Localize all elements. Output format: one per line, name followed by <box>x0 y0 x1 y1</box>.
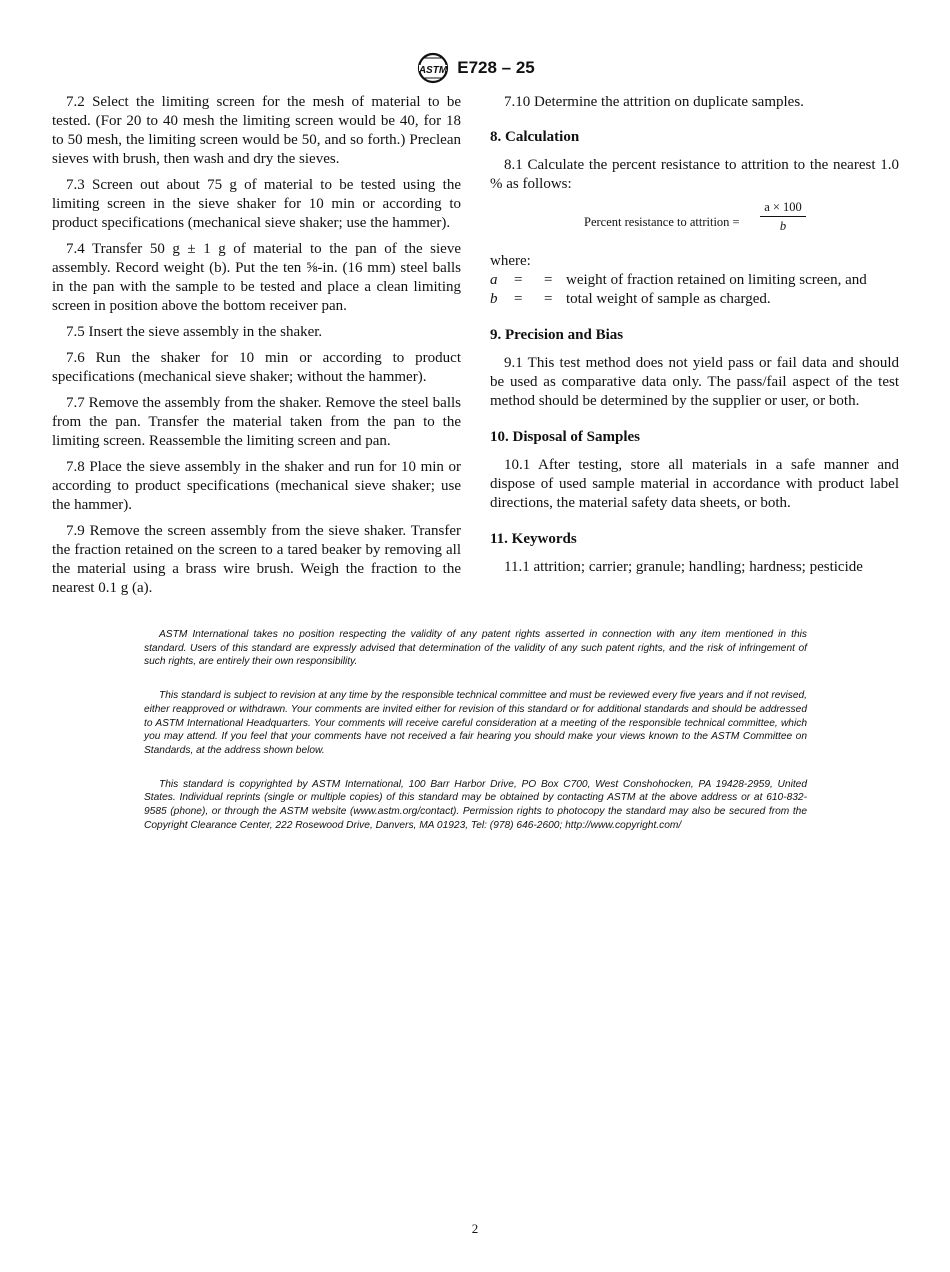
section-heading-disposal: 10. Disposal of Samples <box>490 429 641 445</box>
section-heading-keywords: 11. Keywords <box>490 531 577 547</box>
paragraph-7-8: 7.8 Place the sieve assembly in the shaker and run for 10 min or according to product specifications (mechanical sieve shaker; use the hammer). <box>52 459 461 513</box>
section-heading-calculation: 8. Calculation <box>490 129 580 145</box>
definition-equals: = <box>544 272 553 288</box>
paragraph-7-10: 7.10 Determine the attrition on duplicate samples. <box>504 94 804 110</box>
definition-variable: b <box>490 291 498 307</box>
paragraph-7-9: 7.9 Remove the screen assembly from the sieve shaker. Transfer the fraction retained on the screen to a tared beaker by removing all the material using a brass wire brush. Weigh the fraction to the nearest 0.1 g (a). <box>52 523 461 596</box>
paragraph-10-1: 10.1 After testing, store all materials in a safe manner and dispose of used sample material in accordance with product label directions, the material safety data sheets, or both. <box>490 457 899 511</box>
paragraph-7-5: 7.5 Insert the sieve assembly in the shaker. <box>66 324 323 340</box>
astm-logo-icon <box>415 52 451 84</box>
definition-text: weight of fraction retained on limiting screen, and <box>566 272 867 288</box>
definition-equals: = <box>544 291 553 307</box>
left-column <box>52 93 461 605</box>
definition-row <box>490 290 899 309</box>
formula-denominator: b <box>779 219 787 233</box>
definition-equals: = <box>514 272 523 288</box>
svg-text:ASTM: ASTM <box>419 65 448 76</box>
page-number: 2 <box>471 1221 479 1236</box>
paragraph-9-1: 9.1 This test method does not yield pass or fail data and should be used as comparative data only. The pass/fail aspect of the test method should be determined by the supplier or user, or both. <box>490 355 899 409</box>
paragraph-7-3: 7.3 Screen out about 75 g of material to be tested using the limiting screen in the sieve shaker for 10 min or according to product specifications (mechanical sieve shaker; use the hammer). <box>52 177 461 231</box>
formula-fraction <box>760 200 806 234</box>
paragraph-7-6: 7.6 Run the shaker for 10 min or according to product specifications (mechanical sieve shaker; without the hammer). <box>52 350 461 385</box>
definition-text: total weight of sample as charged. <box>566 291 771 307</box>
paragraph-7-7: 7.7 Remove the assembly from the shaker. Remove the steel balls from the pan. Transfer the material taken from the pan to the limiting screen. Reassemble the limiting screen and pan. <box>52 395 461 449</box>
attrition-formula <box>490 200 899 240</box>
copyright-notice: This standard is copyrighted by ASTM International, 100 Barr Harbor Drive, PO Box C700, West Conshohocken, PA 19428-2959, United States. Individual reprints (single or multiple copies) of this standard may be obtained by contacting ASTM at the above address or at 610-832-9585 (phone), or through the ASTM website (www.astm.org/contact). Permission rights to photocopy the standard may also be secured from the Copyright Clearance Center, 222 Rosewood Drive, Danvers, MA 01923, Tel: (978) 646-2600; http://www.copyright.com/ <box>144 778 807 831</box>
paragraph-8-1: 8.1 Calculate the percent resistance to attrition to the nearest 1.0 % as follows: <box>490 157 899 192</box>
where-label: where: <box>490 253 531 269</box>
definition-row <box>490 271 899 290</box>
right-column <box>490 93 899 584</box>
page-header <box>0 52 950 84</box>
revision-notice: This standard is subject to revision at any time by the responsible technical committee and must be reviewed every five years and if not revised, either reapproved or withdrawn. Your comments are invited either for revision of this standard or for additional standards and should be addressed to ASTM International Headquarters. Your comments will receive careful consideration at a meeting of the responsible technical committee, which you may attend. If you feel that your comments have not received a fair hearing you should make your views known to the ASTM Committee on Standards, at the address shown below. <box>144 690 807 756</box>
paragraph-7-2: 7.2 Select the limiting screen for the mesh of material to be tested. (For 20 to 40 mesh the limiting screen would be 40, for 18 to 50 mesh, the limiting screen would be 50, and so forth.) Preclean sieves with brush, then wash and dry the sieves. <box>52 94 461 167</box>
standard-designation: E728 – 25 <box>457 58 535 77</box>
definition-variable: a <box>490 272 498 288</box>
paragraph-7-4: 7.4 Transfer 50 g ± 1 g of material to the pan of the sieve assembly. Record weight (b). Put the ten ⅝-in. (16 mm) steel balls in the pan with the sample to be tested and place a clean limiting screen in position above the bottom receiver pan. <box>52 241 461 314</box>
paragraph-11-1: 11.1 attrition; carrier; granule; handling; hardness; pesticide <box>504 559 863 575</box>
section-heading-precision-bias: 9. Precision and Bias <box>490 327 624 343</box>
legal-notes <box>144 628 807 852</box>
definition-equals: = <box>514 291 523 307</box>
formula-label: Percent resistance to attrition = <box>584 215 740 229</box>
patent-notice: ASTM International takes no position respecting the validity of any patent rights asserted in connection with any item mentioned in this standard. Users of this standard are expressly advised that determination of the validity of any such patent rights, and the risk of infringement of such rights, are entirely their own responsibility. <box>144 629 807 668</box>
formula-numerator: a × 100 <box>760 200 806 217</box>
